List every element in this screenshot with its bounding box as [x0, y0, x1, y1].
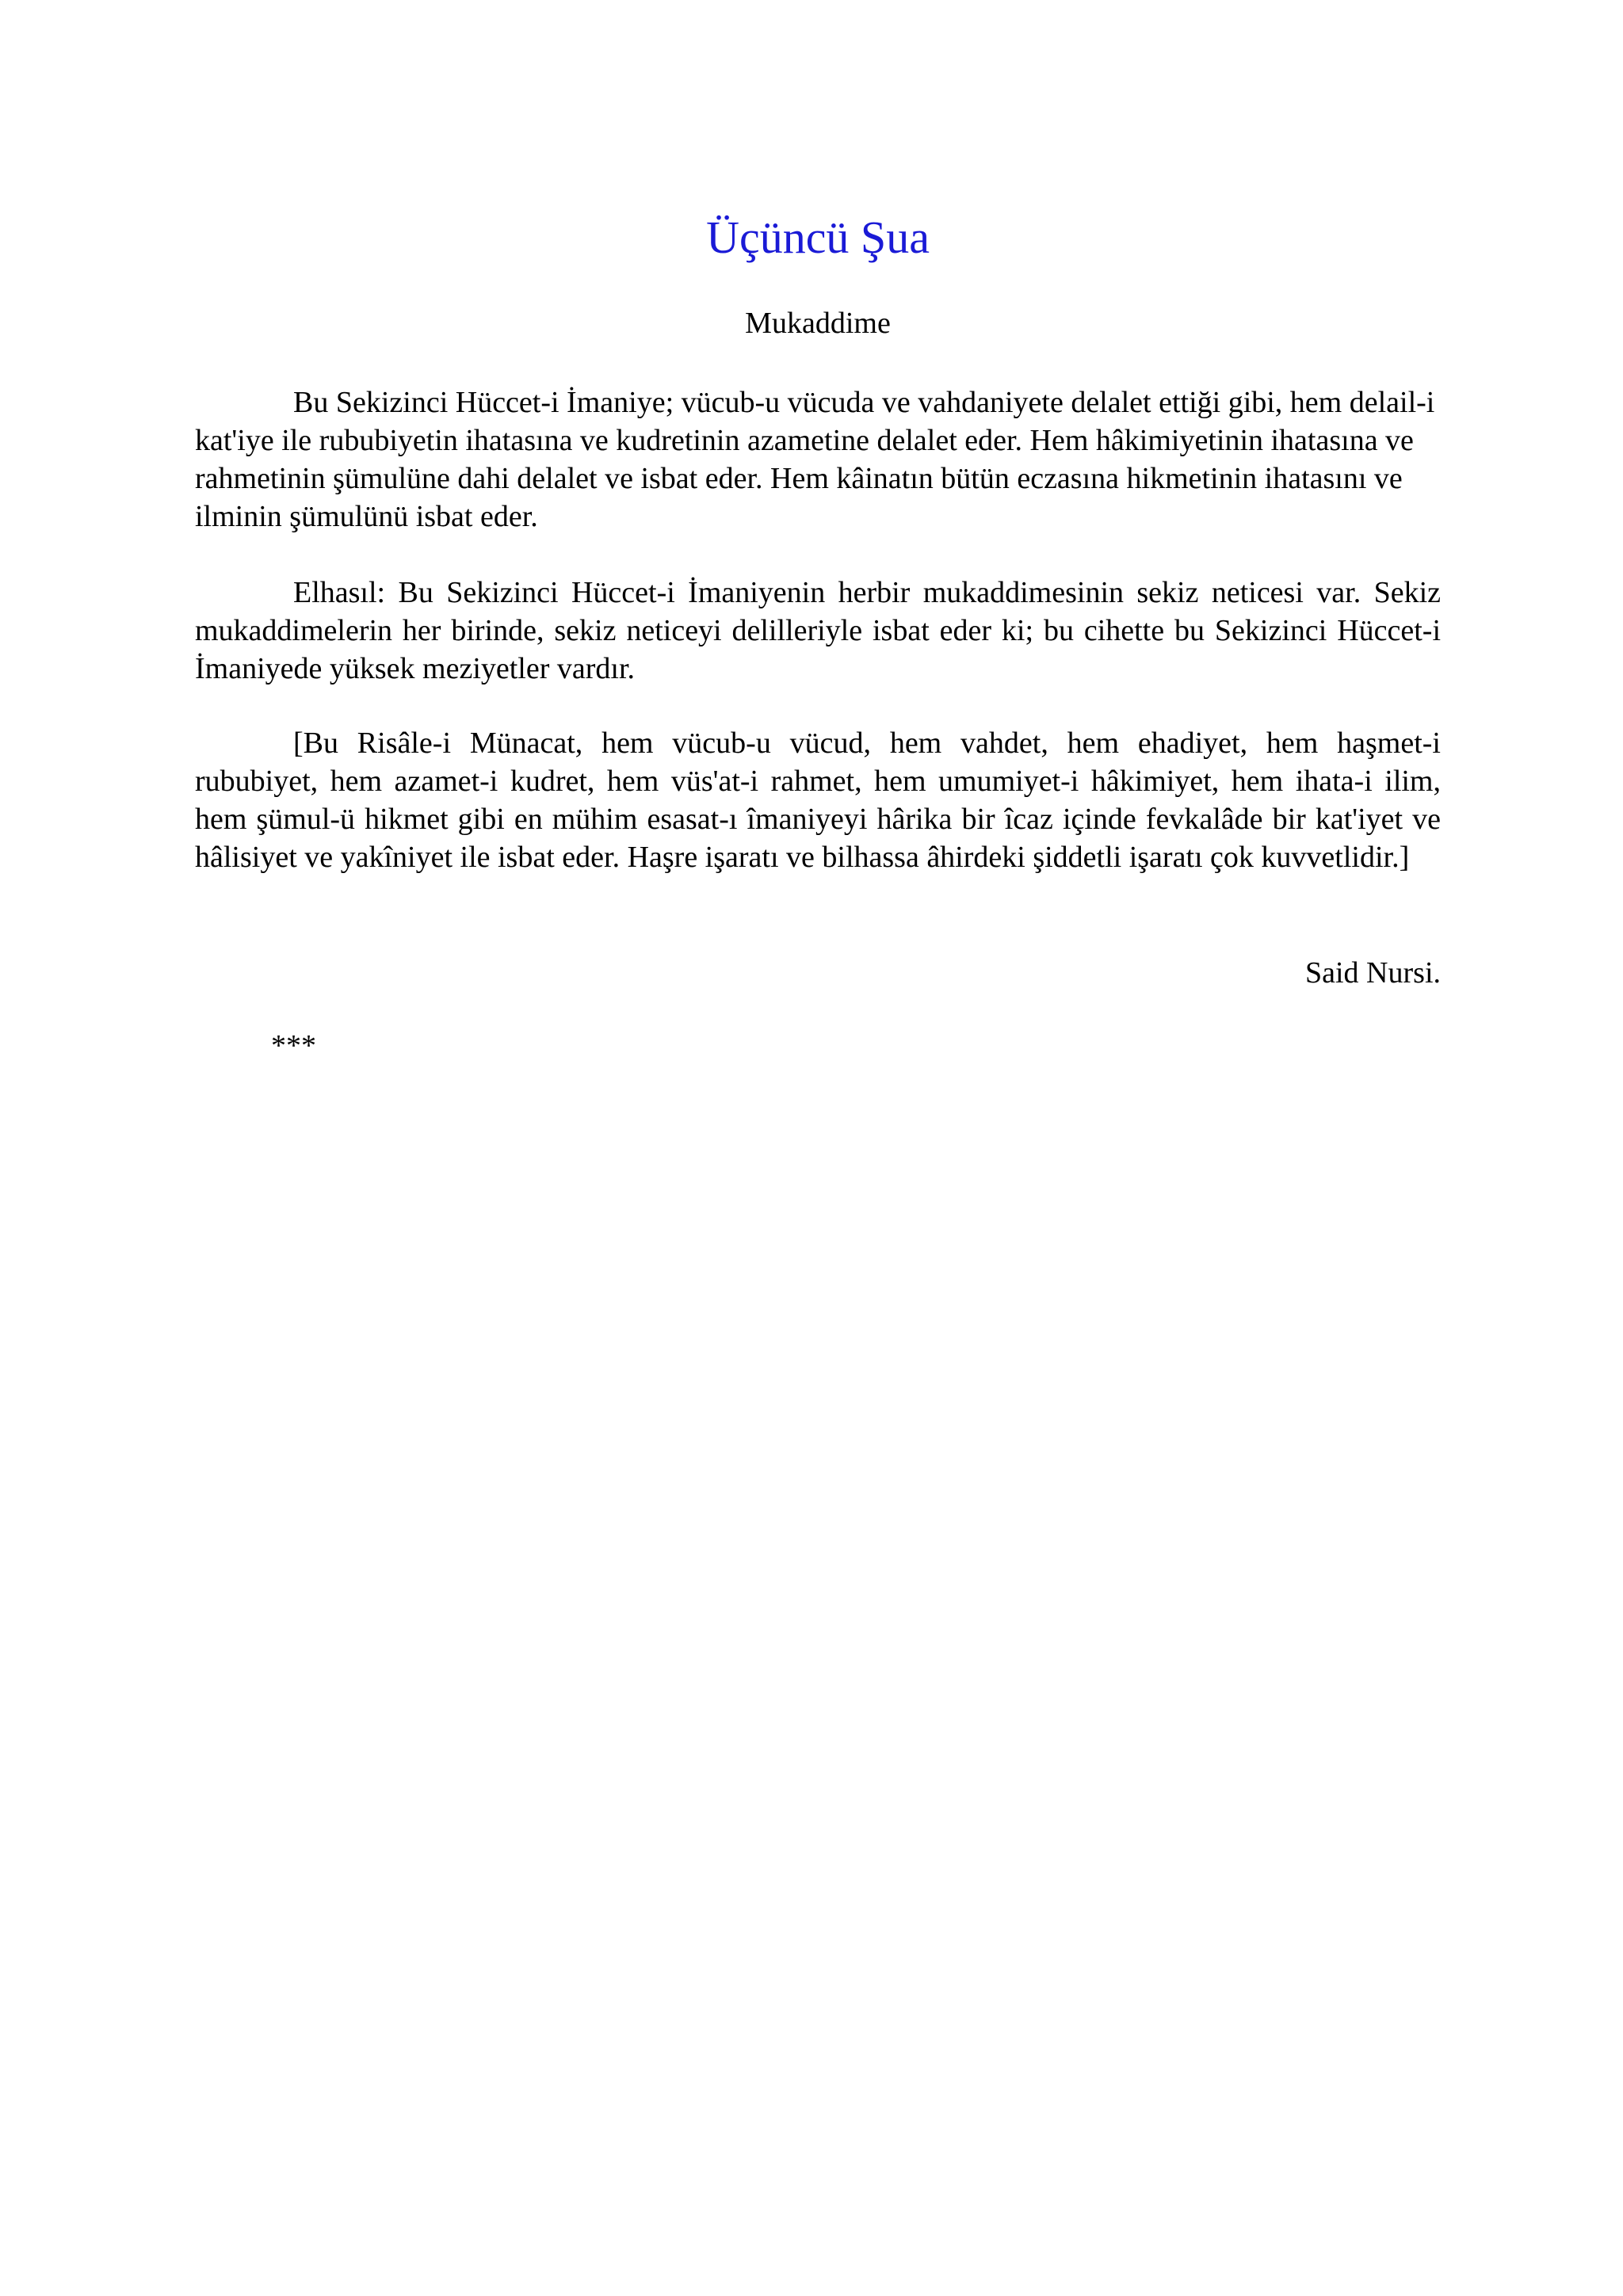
document-page [195, 0, 1441, 2296]
paragraph-1: Bu Sekizinci Hüccet-i İmaniye; vücub-u vücuda ve vahdaniyete delalet ettiği gibi, hem delail-i kat'iye ile rububiyetin ihatasına ve kudretinin azametine delalet eder. Hem hâkimiyetinin ihatasına ve rahmetinin şümulüne dahi delalet ve isbat eder. Hem kâinatın bütün eczasına hikmetinin ihatasını ve ilminin şümulünü isbat eder. [195, 386, 1435, 533]
paragraph-2: Elhasıl: Bu Sekizinci Hüccet-i İmaniyenin herbir mukaddimesinin sekiz neticesi var. Sekiz mukaddimelerin her birinde, sekiz neticeyi delilleriyle isbat eder ki; bu cihette bu Sekizinci Hüccet-i İmaniyede yüksek meziyetler vardır. [195, 576, 1441, 685]
section-separator: *** [271, 1029, 316, 1062]
section-subtitle: Mukaddime [745, 307, 891, 340]
page-title: Üçüncü Şua [706, 212, 930, 263]
paragraph-3: [Bu Risâle-i Münacat, hem vücub-u vücud, hem vahdet, hem ehadiyet, hem haşmet-i rububiyet, hem azamet-i kudret, hem vüs'at-i rahmet, hem umumiyet-i hâkimiyet, hem ihata-i ilim, hem şümul-ü hikmet gibi en mühim esasat-ı îmaniyeyi hârika bir îcaz içinde fevkalâde bir kat'iyet ve hâlisiyet ve yakîniyet ile isbat eder. Haşre işaratı ve bilhassa âhirdeki şiddetli işaratı çok kuvvetlidir.] [195, 727, 1441, 874]
author-signature: Said Nursi. [1305, 956, 1441, 990]
